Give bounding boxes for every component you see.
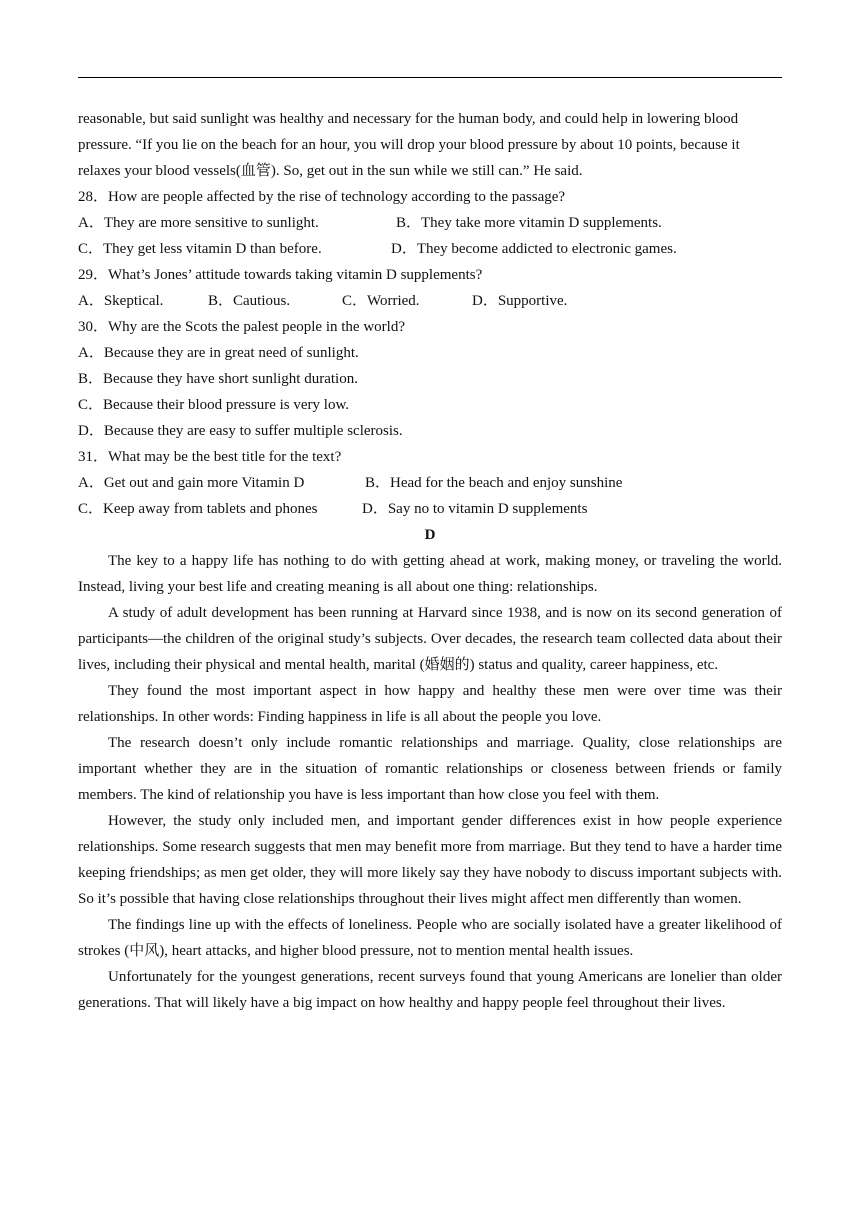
option-a: A．Because they are in great need of sunlight. [78,345,359,361]
question-31 [78,444,782,522]
option-a: A．Skeptical. [78,293,164,309]
text-line: reasonable, but said sunlight was healthy and necessary for the human body, and could help in lowering blood [78,111,739,127]
question-28 [78,184,782,262]
header-rule [78,77,782,78]
paragraph: Unfortunately for the youngest generations, recent surveys found that young Americans are lonelier than older generations. That will likely have a big impact on how healthy and happy people feel throughout their lives. [78,969,782,1011]
question-stem: 28．How are people affected by the rise of technology according to the passage? [78,189,566,205]
question-stem: 31．What may be the best title for the text? [78,449,342,465]
option-b: B．Cautious. [208,293,291,309]
question-stem: 30．Why are the Scots the palest people in the world? [78,319,405,335]
option-c: C．Because their blood pressure is very low. [78,397,350,413]
option-d: D．They become addicted to electronic games. [391,241,677,257]
option-d: D．Say no to vitamin D supplements [362,501,588,517]
question-29 [78,262,782,314]
section-heading: D [424,527,436,543]
option-b: B．Head for the beach and enjoy sunshine [365,475,623,491]
document-body [78,106,782,1016]
paragraph: They found the most important aspect in how happy and healthy these men were over time was their relationships. In other words: Finding happiness in life is all about the people you love. [78,683,782,725]
text-line: relaxes your blood vessels(血管). So, get out in the sun while we still can.” He said. [78,163,583,179]
option-row [78,470,782,496]
option-row [78,288,782,314]
paragraph: The research doesn’t only include romantic relationships and marriage. Quality, close relationships are important whether they are in the situation of romantic relationships or closeness between friends or family members. The kind of relationship you have is less important than how close you feel with them. [78,735,782,803]
paragraph: A study of adult development has been running at Harvard since 1938, and is now on its second generation of participants—the children of the original study’s subjects. Over decades, the research team collected data about their lives, including their physical and mental health, marital (婚姻的) status and quality, career happiness, etc. [78,605,782,673]
option-c: C．Keep away from tablets and phones [78,501,318,517]
option-d: D．Because they are easy to suffer multiple sclerosis. [78,423,403,439]
passage-c-tail [78,106,782,184]
option-d: D．Supportive. [472,293,568,309]
option-row [78,210,782,236]
option-b: B．Because they have short sunlight duration. [78,371,358,387]
option-c: C．They get less vitamin D than before. [78,241,322,257]
paragraph: However, the study only included men, and important gender differences exist in how people experience relationships. Some research suggests that men may benefit more from marriage. But they tend to have a harder time keeping friendships; as men get older, they will more likely say they have nobody to discuss important subjects with. So it’s possible that having close relationships throughout their lives might affect men differently than women. [78,813,782,907]
text-line: pressure. “If you lie on the beach for an hour, you will drop your blood pressure by about 10 points, because it [78,137,740,153]
option-b: B．They take more vitamin D supplements. [396,215,662,231]
question-stem: 29．What’s Jones’ attitude towards taking vitamin D supplements? [78,267,483,283]
option-row [78,236,782,262]
paragraph: The key to a happy life has nothing to do with getting ahead at work, making money, or traveling the world. Instead, living your best life and creating meaning is all about one thing: relationships. [78,553,782,595]
question-30 [78,314,782,444]
option-a: A．They are more sensitive to sunlight. [78,215,319,231]
option-a: A．Get out and gain more Vitamin D [78,475,305,491]
option-c: C．Worried. [342,293,420,309]
passage-d [78,548,782,1016]
paragraph: The findings line up with the effects of loneliness. People who are socially isolated have a greater likelihood of strokes (中风), heart attacks, and higher blood pressure, not to mention mental health issues. [78,917,782,959]
option-row [78,496,782,522]
